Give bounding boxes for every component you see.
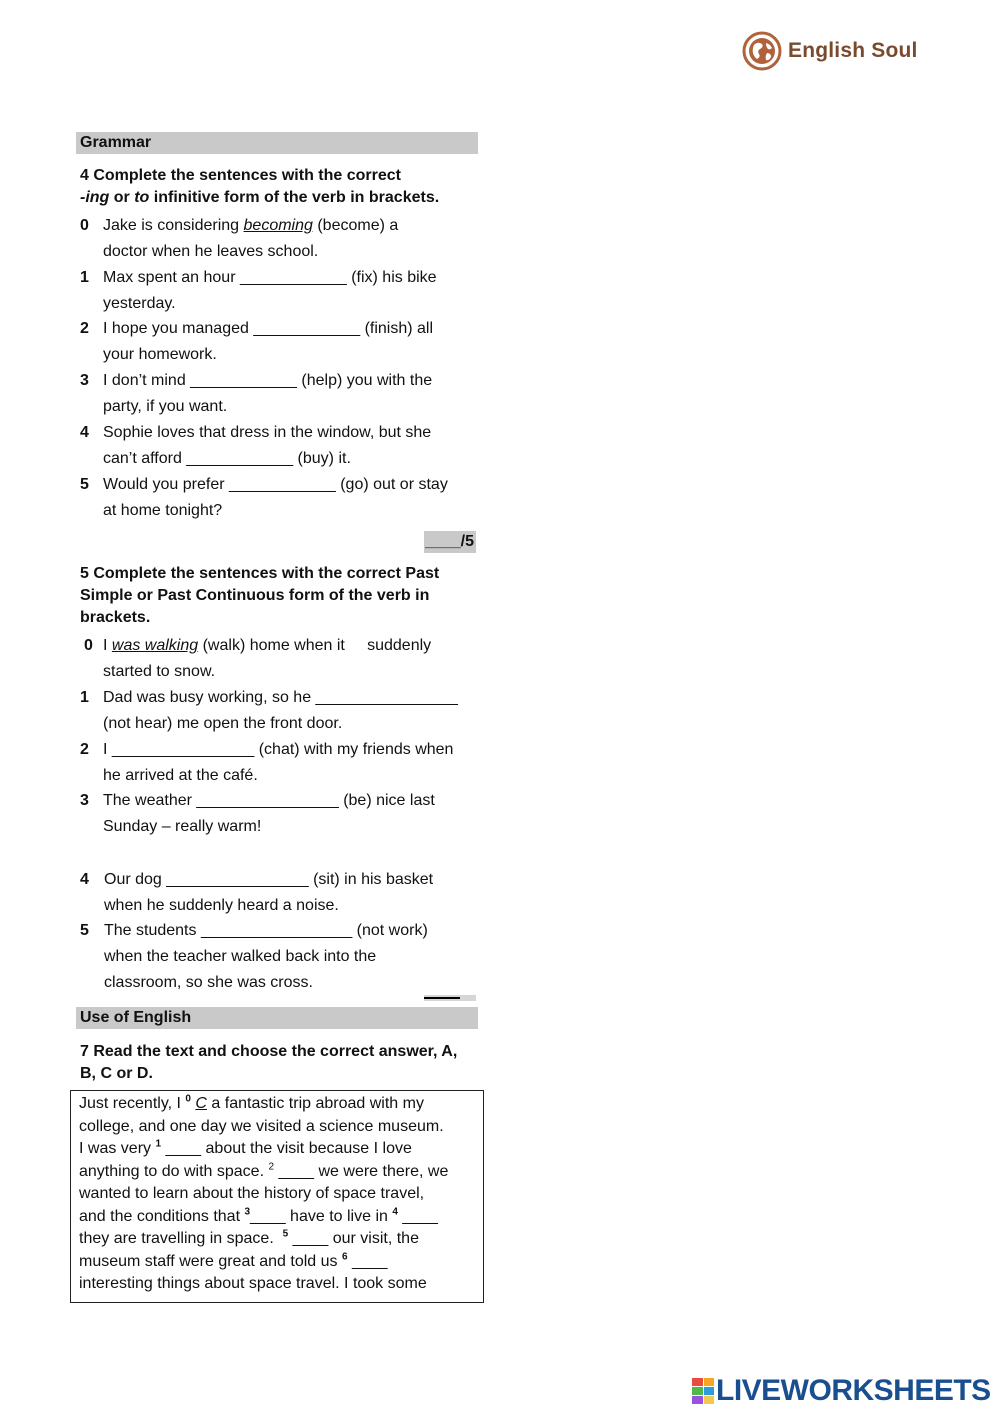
exercise-5-item[interactable]: 3 The weather ________________ (be) nice last Sunday – really warm! bbox=[80, 792, 435, 835]
exercise-4-item[interactable]: 1 Max spent an hour ____________ (fix) his bike yesterday. bbox=[80, 269, 437, 312]
gap-1[interactable]: ____ about the visit because I love bbox=[161, 1140, 412, 1157]
exercise-4-item[interactable]: 5 Would you prefer ____________ (go) out or stay at home tonight? bbox=[80, 476, 448, 519]
exercise-5-instructions: 5 Complete the sentences with the correct Past Simple or Past Continuous form of the verb in brackets. bbox=[80, 565, 440, 626]
gap-2[interactable]: ____ we were there, we bbox=[274, 1162, 449, 1180]
exercise-5-item[interactable]: 4 Our dog ________________ (sit) in his basket when he suddenly heard a noise. bbox=[80, 871, 434, 914]
exercise-7-instructions: 7 Read the text and choose the correct answer, A, B, C or D. bbox=[80, 1043, 458, 1082]
exercise-4-item[interactable]: 2 I hope you managed ____________ (finish) all your homework. bbox=[80, 320, 434, 363]
gap-4[interactable]: ____ bbox=[397, 1207, 438, 1225]
liveworksheets-brand: LIVEWORKSHEETS bbox=[716, 1374, 991, 1407]
exercise-4-item[interactable]: 3 I don’t mind ____________ (help) you with the party, if you want. bbox=[80, 372, 433, 415]
exercise-4-item[interactable]: 4 Sophie loves that dress in the window, but she can’t afford ____________ (buy) it. bbox=[80, 424, 432, 467]
exercise-4-item: 0 Jake is considering becoming (become) a doctor when he leaves school. bbox=[80, 217, 399, 260]
gap-6[interactable]: ____ bbox=[347, 1252, 388, 1270]
example-answer: C bbox=[195, 1095, 207, 1112]
section-header-use-of-english: Use of English bbox=[76, 1007, 478, 1029]
brand-name: English Soul bbox=[788, 39, 918, 62]
exercise-5-item[interactable]: 2 I ________________ (chat) with my friends when he arrived at the café. bbox=[80, 741, 454, 784]
example-answer: was walking bbox=[111, 637, 199, 654]
exercise-5-item[interactable]: 5 The students _________________ (not work) when the teacher walked back into the classroom, so she was cross. bbox=[80, 922, 428, 991]
exercise-5-item: 0 I was walking (walk) home when it suddenly started to snow. bbox=[84, 637, 432, 680]
exercise-4-instructions: 4 Complete the sentences with the correct -ing or to infinitive form of the verb in brackets. bbox=[80, 167, 440, 206]
reading-text-box: Just recently, I $^0$ C a fantastic trip abroad with my college, and one day we visited a science museum. I was very $^1$ ____ about the visit because I love anything to do with space. $^2$ ____ we were there, we wanted to learn about the history of space travel, and the conditions that $^3$____ have to live in $^4$ ____ they are travelling in space. $^5$ ____ our visit, the museum staff were great and told us $^6$ ____ interesting things about space travel. I took some bbox=[70, 1090, 484, 1303]
example-answer: becoming bbox=[243, 217, 313, 234]
gap-5[interactable]: ____ our visit, the bbox=[288, 1230, 419, 1247]
globe-icon bbox=[742, 31, 782, 71]
english-soul-logo bbox=[742, 28, 918, 74]
liveworksheets-logo bbox=[692, 1374, 991, 1408]
liveworksheets-icon bbox=[692, 1378, 714, 1404]
section-header-grammar: Grammar bbox=[76, 132, 478, 154]
gap-3[interactable]: ____ have to live in bbox=[250, 1207, 393, 1225]
score-box: ____/5 bbox=[424, 531, 476, 553]
score-box-partial bbox=[424, 995, 476, 1001]
exercise-5-item[interactable]: 1 Dad was busy working, so he ________________ (not hear) me open the front door. bbox=[80, 689, 458, 732]
